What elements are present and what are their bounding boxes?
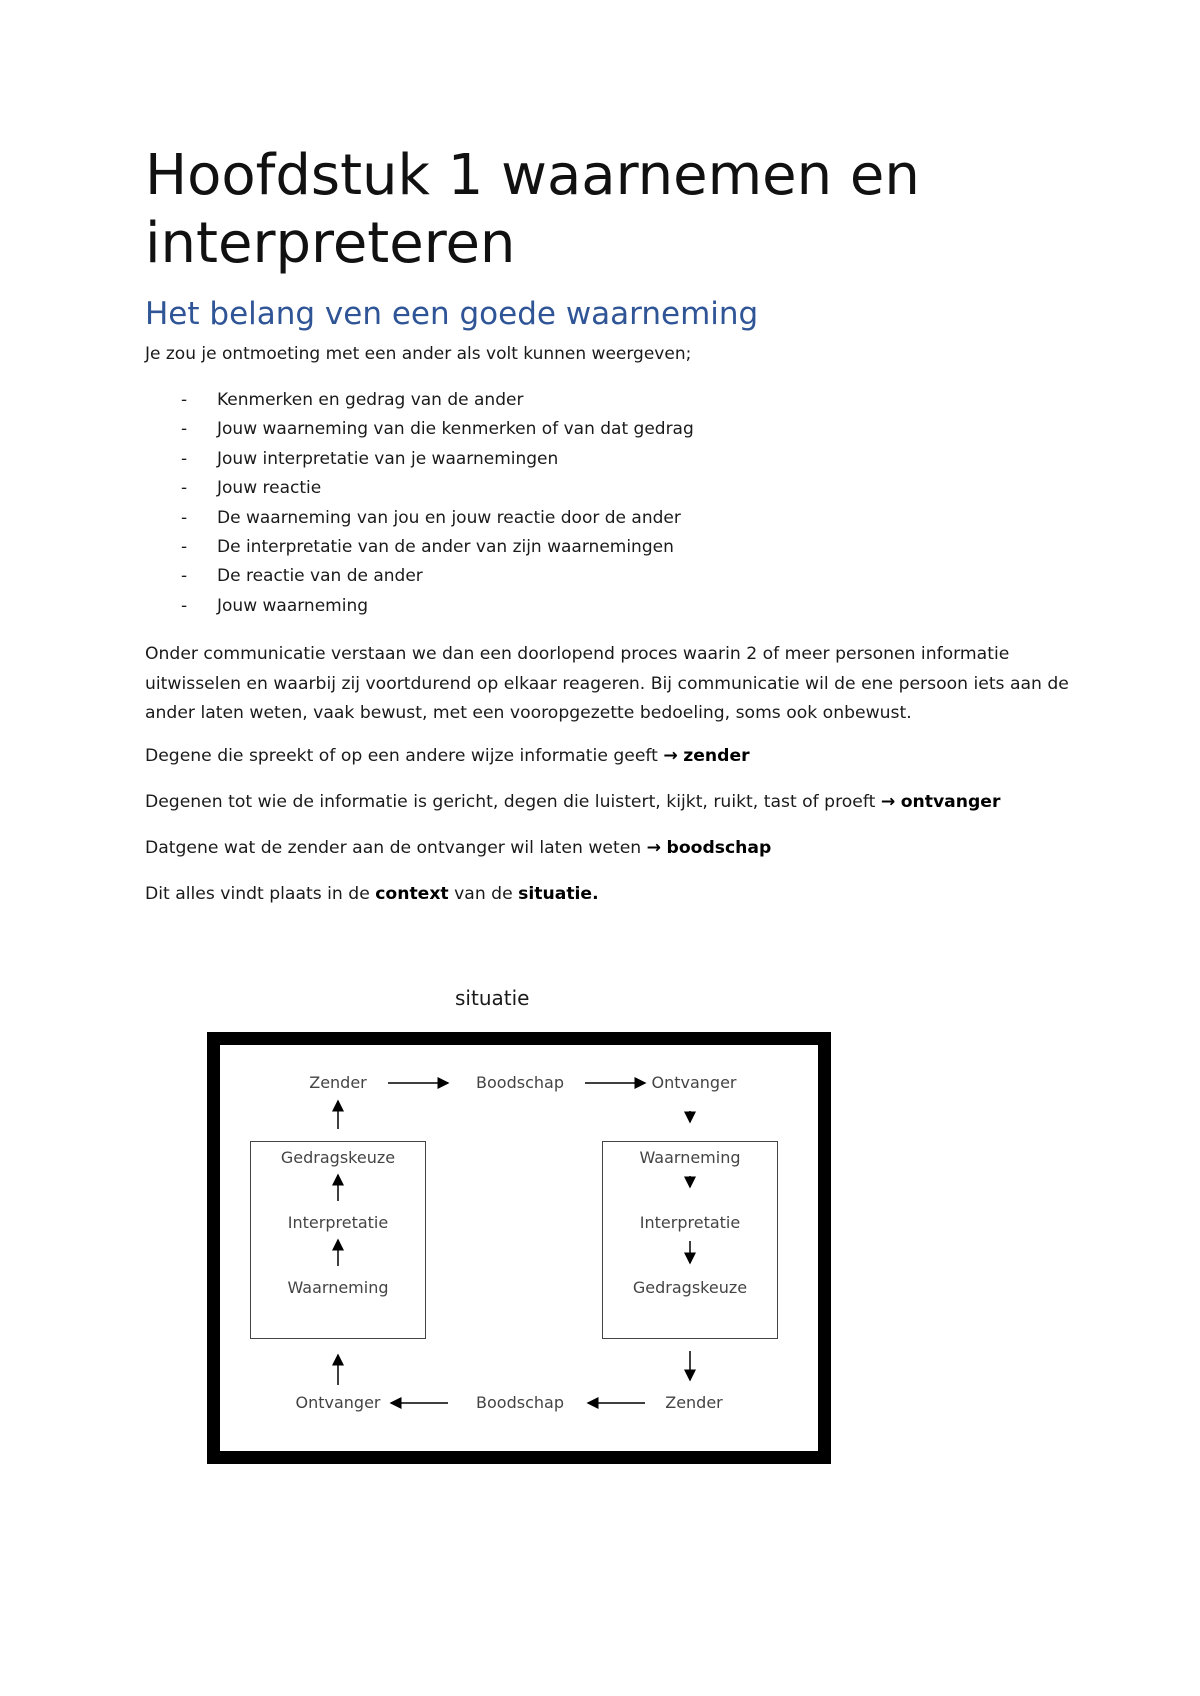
term-zender: zender	[683, 746, 750, 766]
list-item: - De interpretatie van de ander van zijn waarnemingen	[145, 533, 694, 562]
diagram-title: situatie	[455, 986, 530, 1010]
diagram-label-zender-top: Zender	[309, 1073, 367, 1092]
encounter-list	[145, 386, 694, 621]
list-dash: -	[181, 536, 188, 557]
definition-boodschap: Datgene wat de zender aan de ontvanger wil laten weten → boodschap	[145, 838, 772, 858]
list-item: - De reactie van de ander	[145, 562, 694, 591]
term-situatie: situatie	[518, 884, 593, 904]
diagram-label-interpretatie-left: Interpretatie	[287, 1213, 389, 1232]
definition-ontvanger: Degenen tot wie de informatie is gericht, degen die luistert, kijkt, ruikt, tast of proeft → ontvanger	[145, 792, 1001, 812]
diagram-label-ontvanger-top: Ontvanger	[651, 1073, 737, 1092]
definition-zender: Degene die spreekt of op een andere wijze informatie geeft → zender	[145, 746, 750, 766]
list-dash: -	[181, 595, 188, 616]
list-item: - Jouw waarneming van die kenmerken of van dat gedrag	[145, 415, 694, 444]
diagram-label-zender-bottom: Zender	[665, 1393, 723, 1412]
context-sentence: Dit alles vindt plaats in de context van de situatie.	[145, 884, 599, 904]
list-dash: -	[181, 478, 188, 499]
arrow-right-icon: →	[880, 792, 896, 812]
section-heading: Het belang ven een goede waarneming	[145, 296, 759, 332]
intro-text: Je zou je ontmoeting met een ander als volt kunnen weergeven;	[145, 344, 692, 364]
diagram-label-interpretatie-right: Interpretatie	[639, 1213, 741, 1232]
diagram-label-boodschap-top: Boodschap	[476, 1073, 564, 1092]
communication-diagram	[207, 1032, 831, 1464]
term-ontvanger: ontvanger	[900, 792, 1001, 812]
communication-paragraph: Onder communicatie verstaan we dan een doorlopend proces waarin 2 of meer personen informatie uitwisselen en waarbij zij voortdurend op elkaar reageren. Bij communicatie wil de ene persoon iets aan de ander laten weten, vaak bewust, met een vooropgezette bedoeling, soms ook onbewust.	[145, 644, 1069, 723]
list-dash: -	[181, 507, 188, 528]
list-dash: -	[181, 448, 188, 469]
diagram-label-gedragskeuze-right: Gedragskeuze	[632, 1278, 748, 1297]
list-dash: -	[181, 419, 188, 440]
list-item: - Kenmerken en gedrag van de ander	[145, 386, 694, 415]
arrow-right-icon: →	[646, 838, 662, 858]
list-item: - De waarneming van jou en jouw reactie door de ander	[145, 504, 694, 533]
diagram-label-boodschap-bottom: Boodschap	[476, 1393, 564, 1412]
diagram-label-gedragskeuze-left: Gedragskeuze	[280, 1148, 396, 1167]
list-dash: -	[181, 390, 188, 410]
list-item: - Jouw interpretatie van je waarnemingen	[145, 445, 694, 474]
diagram-arrows	[220, 1045, 818, 1451]
list-dash: -	[181, 566, 188, 587]
page-title: Hoofdstuk 1 waarnemen en interpreteren	[145, 143, 920, 276]
diagram-label-waarneming-right: Waarneming	[639, 1148, 741, 1167]
diagram-label-waarneming-left: Waarneming	[287, 1278, 389, 1297]
diagram-label-ontvanger-bottom: Ontvanger	[295, 1393, 381, 1412]
term-context: context	[375, 884, 449, 904]
list-item: - Jouw waarneming	[145, 592, 694, 621]
arrow-right-icon: →	[663, 746, 678, 766]
list-item: - Jouw reactie	[145, 474, 694, 503]
term-boodschap: boodschap	[666, 838, 772, 858]
